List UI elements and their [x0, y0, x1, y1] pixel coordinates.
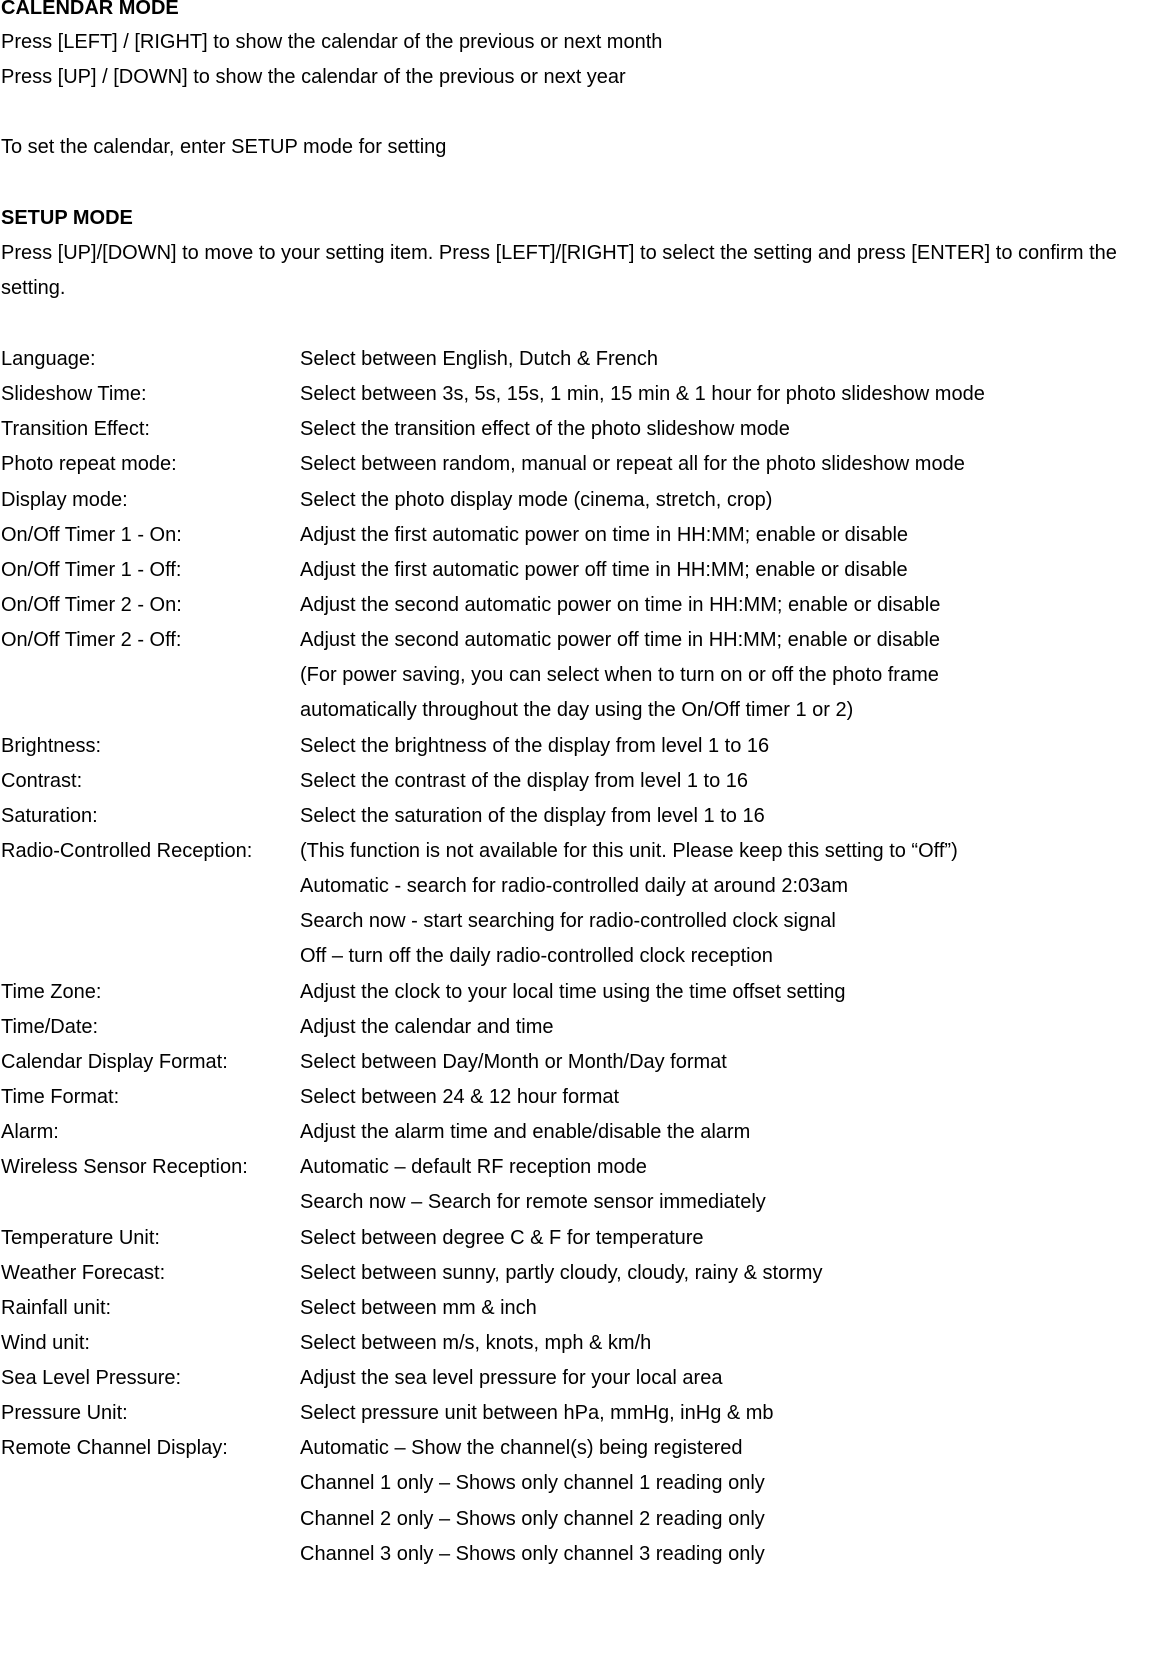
- setting-label: Time/Date:: [1, 1016, 99, 1038]
- setting-description: Select the saturation of the display from level 1 to 16: [300, 805, 765, 827]
- setting-label: Slideshow Time:: [1, 383, 147, 405]
- setting-description: Select the photo display mode (cinema, stretch, crop): [300, 489, 773, 511]
- setting-description: Select between degree C & F for temperature: [300, 1227, 704, 1249]
- setting-description: Search now – Search for remote sensor immediately: [300, 1191, 766, 1213]
- setting-description: Channel 2 only – Shows only channel 2 reading only: [300, 1508, 765, 1530]
- setting-label: On/Off Timer 2 - Off:: [1, 629, 182, 651]
- setting-label: Temperature Unit:: [1, 1227, 160, 1249]
- setup-intro: setting.: [1, 277, 66, 299]
- setting-label: Weather Forecast:: [1, 1262, 166, 1284]
- setting-description: Select between Day/Month or Month/Day format: [300, 1051, 727, 1073]
- calendar-setup-note: To set the calendar, enter SETUP mode for setting: [1, 136, 447, 158]
- setting-label: Wireless Sensor Reception:: [1, 1156, 248, 1178]
- setting-description: Automatic – Show the channel(s) being registered: [300, 1437, 743, 1459]
- setting-label: Display mode:: [1, 489, 128, 511]
- setting-description: Select the brightness of the display from level 1 to 16: [300, 735, 770, 757]
- setting-description: Select between 24 & 12 hour format: [300, 1086, 620, 1108]
- setting-description: Adjust the first automatic power on time in HH:MM; enable or disable: [300, 524, 909, 546]
- setting-description: Select between sunny, partly cloudy, cloudy, rainy & stormy: [300, 1262, 823, 1284]
- setting-description: Select between English, Dutch & French: [300, 348, 658, 370]
- setting-label: Photo repeat mode:: [1, 453, 177, 475]
- setting-description: Adjust the first automatic power off time in HH:MM; enable or disable: [300, 559, 908, 581]
- setting-description: Select between 3s, 5s, 15s, 1 min, 15 min & 1 hour for photo slideshow mode: [300, 383, 985, 405]
- setting-label: On/Off Timer 1 - Off:: [1, 559, 182, 581]
- setting-label: Alarm:: [1, 1121, 59, 1143]
- setting-description: (For power saving, you can select when to turn on or off the photo frame: [300, 664, 939, 686]
- setting-description: Select between m/s, knots, mph & km/h: [300, 1332, 652, 1354]
- setting-description: Automatic – default RF reception mode: [300, 1156, 647, 1178]
- setting-label: Sea Level Pressure:: [1, 1367, 182, 1389]
- setup-mode-heading: SETUP MODE: [1, 207, 133, 229]
- setting-description: Channel 1 only – Shows only channel 1 reading only: [300, 1472, 765, 1494]
- setting-label: Saturation:: [1, 805, 98, 827]
- setting-description: Adjust the calendar and time: [300, 1016, 554, 1038]
- setting-label: Rainfall unit:: [1, 1297, 112, 1319]
- setting-description: Adjust the sea level pressure for your local area: [300, 1367, 723, 1389]
- setting-description: Select between random, manual or repeat all for the photo slideshow mode: [300, 453, 965, 475]
- setting-label: Wind unit:: [1, 1332, 90, 1354]
- setting-label: Language:: [1, 348, 96, 370]
- setting-description: Adjust the second automatic power on time in HH:MM; enable or disable: [300, 594, 941, 616]
- setting-description: Channel 3 only – Shows only channel 3 reading only: [300, 1543, 765, 1565]
- setting-description: Search now - start searching for radio-controlled clock signal: [300, 910, 836, 932]
- setting-description: Adjust the alarm time and enable/disable the alarm: [300, 1121, 751, 1143]
- setting-label: Brightness:: [1, 735, 102, 757]
- setting-description: automatically throughout the day using the On/Off timer 1 or 2): [300, 699, 854, 721]
- setting-label: On/Off Timer 2 - On:: [1, 594, 182, 616]
- calendar-instruction: Press [UP] / [DOWN] to show the calendar of the previous or next year: [1, 66, 626, 88]
- setting-description: Adjust the second automatic power off time in HH:MM; enable or disable: [300, 629, 940, 651]
- setting-label: Time Zone:: [1, 981, 102, 1003]
- setting-description: Adjust the clock to your local time using the time offset setting: [300, 981, 846, 1003]
- setting-label: Time Format:: [1, 1086, 120, 1108]
- setting-label: Contrast:: [1, 770, 83, 792]
- setting-description: Select pressure unit between hPa, mmHg, inHg & mb: [300, 1402, 774, 1424]
- setup-intro: Press [UP]/[DOWN] to move to your setting item. Press [LEFT]/[RIGHT] to select the setting and press [ENTER] to confirm the: [1, 242, 1117, 264]
- setting-description: Select between mm & inch: [300, 1297, 537, 1319]
- setting-label: Pressure Unit:: [1, 1402, 128, 1424]
- setting-description: Automatic - search for radio-controlled daily at around 2:03am: [300, 875, 849, 897]
- setting-label: Transition Effect:: [1, 418, 150, 440]
- setting-description: Select the transition effect of the photo slideshow mode: [300, 418, 790, 440]
- setting-description: Off – turn off the daily radio-controlled clock reception: [300, 945, 773, 967]
- setting-label: Calendar Display Format:: [1, 1051, 228, 1073]
- setting-description: Select the contrast of the display from level 1 to 16: [300, 770, 749, 792]
- setting-label: Remote Channel Display:: [1, 1437, 228, 1459]
- setting-label: On/Off Timer 1 - On:: [1, 524, 182, 546]
- calendar-mode-heading: CALENDAR MODE: [1, 0, 179, 19]
- setting-label: Radio-Controlled Reception:: [1, 840, 253, 862]
- calendar-instruction: Press [LEFT] / [RIGHT] to show the calendar of the previous or next month: [1, 31, 663, 53]
- setting-description: (This function is not available for this unit. Please keep this setting to “Off”): [300, 840, 958, 862]
